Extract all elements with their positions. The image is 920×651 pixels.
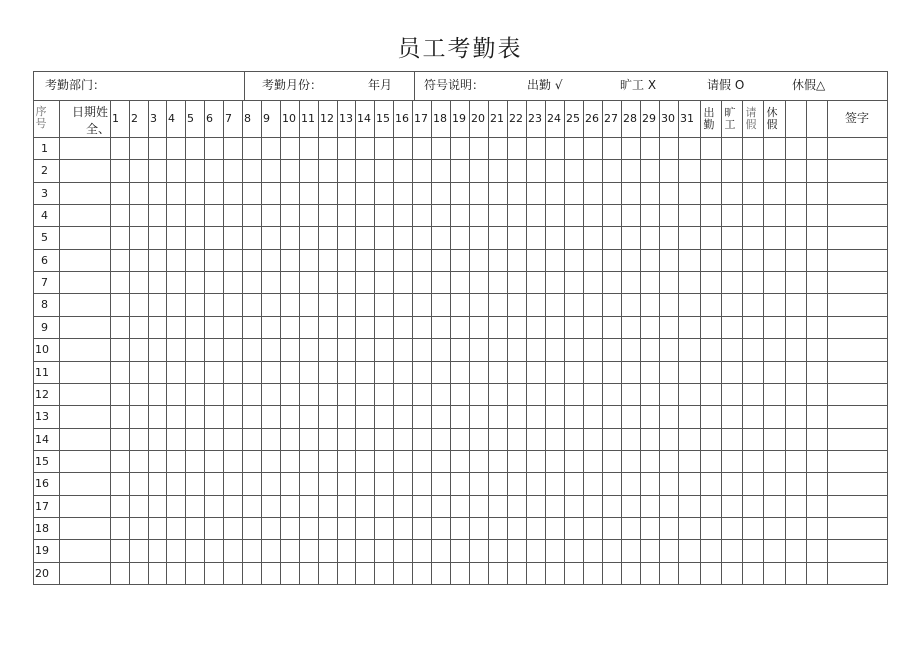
column-divider <box>602 100 603 584</box>
column-divider <box>806 100 807 584</box>
day-number: 19 <box>452 112 466 125</box>
signature-header: 签字 <box>845 111 870 125</box>
legend-leave: 请假 O <box>707 78 745 92</box>
row-number: 4 <box>41 209 48 222</box>
column-divider <box>700 100 701 584</box>
column-divider <box>110 100 111 584</box>
column-divider <box>59 100 60 584</box>
name-header-bottom: 全、 <box>86 122 111 136</box>
day-number: 5 <box>187 112 194 125</box>
column-divider <box>299 100 300 584</box>
column-divider <box>659 100 660 584</box>
column-divider <box>763 100 764 584</box>
day-number: 2 <box>131 112 138 125</box>
day-number: 17 <box>414 112 428 125</box>
column-divider <box>280 100 281 584</box>
row-divider <box>33 249 888 250</box>
legend-label: 符号说明： <box>424 78 485 92</box>
legend-attendance: 出勤 √ <box>527 78 563 92</box>
column-divider <box>412 100 413 584</box>
column-divider <box>583 100 584 584</box>
row-number: 20 <box>35 567 49 580</box>
row-number: 3 <box>41 187 48 200</box>
row-number: 12 <box>35 388 49 401</box>
row-divider <box>33 428 888 429</box>
column-divider <box>337 100 338 584</box>
row-divider <box>33 517 888 518</box>
column-divider <box>318 100 319 584</box>
row-number: 17 <box>35 500 49 513</box>
column-divider <box>526 100 527 584</box>
column-divider <box>223 100 224 584</box>
day-number: 11 <box>301 112 315 125</box>
day-number: 18 <box>433 112 447 125</box>
row-number: 2 <box>41 164 48 177</box>
column-divider <box>742 100 743 584</box>
row-divider <box>33 271 888 272</box>
row-number: 9 <box>41 321 48 334</box>
row-number: 13 <box>35 410 49 423</box>
column-divider <box>827 100 828 584</box>
row-divider <box>33 316 888 317</box>
row-divider <box>33 405 888 406</box>
day-number: 30 <box>661 112 675 125</box>
column-divider <box>393 100 394 584</box>
row-number: 19 <box>35 544 49 557</box>
column-divider <box>374 100 375 584</box>
day-number: 16 <box>395 112 409 125</box>
column-divider <box>148 100 149 584</box>
row-number: 1 <box>41 142 48 155</box>
row-divider <box>33 539 888 540</box>
day-number: 21 <box>490 112 504 125</box>
info-divider <box>414 71 415 100</box>
day-number: 12 <box>320 112 334 125</box>
day-number: 20 <box>471 112 485 125</box>
column-divider <box>564 100 565 584</box>
column-divider <box>545 100 546 584</box>
column-divider <box>129 100 130 584</box>
column-divider <box>488 100 489 584</box>
row-divider <box>33 293 888 294</box>
row-number: 15 <box>35 455 49 468</box>
row-number: 6 <box>41 254 48 267</box>
column-divider <box>678 100 679 584</box>
column-divider <box>355 100 356 584</box>
table-border-top <box>33 71 888 72</box>
row-divider <box>33 383 888 384</box>
seq-header: 序号 <box>35 105 47 130</box>
day-number: 15 <box>376 112 390 125</box>
row-divider <box>33 204 888 205</box>
summary-header-vacation: 休假 <box>766 106 778 131</box>
info-row-divider <box>33 100 888 101</box>
row-divider <box>33 562 888 563</box>
summary-header-leave: 请假 <box>745 106 757 131</box>
department-label: 考勤部门： <box>45 78 106 92</box>
row-number: 18 <box>35 522 49 535</box>
month-label: 考勤月份： <box>262 78 323 92</box>
table-border-left <box>33 71 34 585</box>
summary-header-attendance: 出勤 <box>703 106 715 131</box>
row-divider <box>33 584 888 585</box>
day-number: 10 <box>282 112 296 125</box>
legend-absent: 旷工 X <box>620 78 657 92</box>
column-divider <box>507 100 508 584</box>
column-divider <box>242 100 243 584</box>
row-number: 7 <box>41 276 48 289</box>
column-divider <box>185 100 186 584</box>
header-row-divider <box>33 137 888 138</box>
column-divider <box>450 100 451 584</box>
day-number: 27 <box>604 112 618 125</box>
legend-vacation: 休假△ <box>792 78 826 92</box>
day-number: 4 <box>168 112 175 125</box>
row-number: 14 <box>35 433 49 446</box>
column-divider <box>785 100 786 584</box>
row-divider <box>33 338 888 339</box>
row-divider <box>33 495 888 496</box>
day-number: 25 <box>566 112 580 125</box>
row-number: 5 <box>41 231 48 244</box>
day-number: 9 <box>263 112 270 125</box>
day-number: 24 <box>547 112 561 125</box>
month-value: 年月 <box>368 78 393 92</box>
row-divider <box>33 182 888 183</box>
day-number: 6 <box>206 112 213 125</box>
name-header-top: 日期姓 <box>72 105 109 119</box>
day-number: 26 <box>585 112 599 125</box>
summary-header-absent: 旷工 <box>724 106 736 131</box>
day-number: 14 <box>357 112 371 125</box>
day-number: 7 <box>225 112 232 125</box>
day-number: 1 <box>112 112 119 125</box>
row-number: 11 <box>35 366 49 379</box>
column-divider <box>261 100 262 584</box>
day-number: 22 <box>509 112 523 125</box>
column-divider <box>469 100 470 584</box>
row-divider <box>33 226 888 227</box>
row-divider <box>33 361 888 362</box>
row-number: 10 <box>35 343 49 356</box>
day-number: 31 <box>680 112 694 125</box>
column-divider <box>640 100 641 584</box>
column-divider <box>431 100 432 584</box>
day-number: 23 <box>528 112 542 125</box>
day-number: 8 <box>244 112 251 125</box>
row-number: 8 <box>41 298 48 311</box>
row-divider <box>33 450 888 451</box>
table-border-right <box>887 71 888 585</box>
page-title: 员工考勤表 <box>397 36 523 62</box>
column-divider <box>621 100 622 584</box>
row-divider <box>33 472 888 473</box>
day-number: 3 <box>150 112 157 125</box>
day-number: 29 <box>642 112 656 125</box>
day-number: 13 <box>339 112 353 125</box>
column-divider <box>166 100 167 584</box>
day-number: 28 <box>623 112 637 125</box>
column-divider <box>204 100 205 584</box>
row-number: 16 <box>35 477 49 490</box>
column-divider <box>721 100 722 584</box>
row-divider <box>33 159 888 160</box>
info-divider <box>244 71 245 100</box>
